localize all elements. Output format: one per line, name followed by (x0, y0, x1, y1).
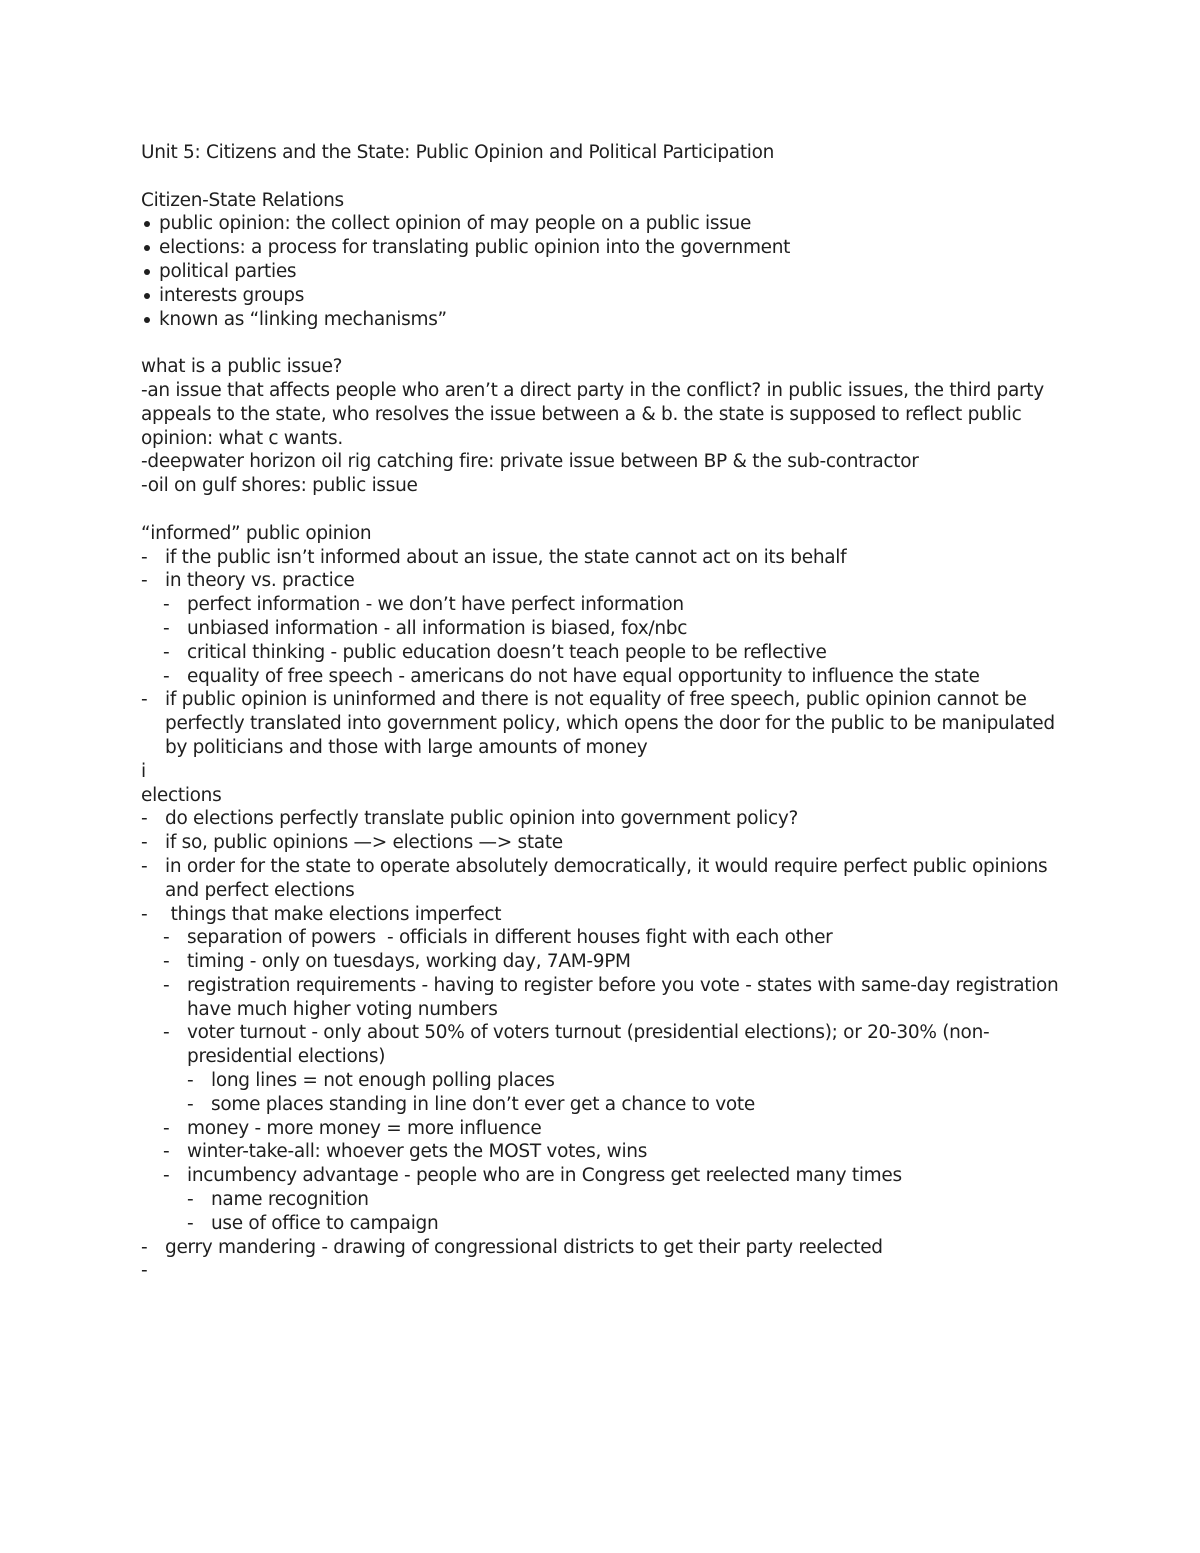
spacer (141, 331, 1071, 355)
list-item: - in order for the state to operate absolutely democratically, it would require perfect public opinions (141, 855, 1048, 877)
sub-list-item: - critical thinking - public education doesn’t teach people to be reflective (163, 641, 827, 663)
list-item: - gerry mandering - drawing of congressional districts to get their party reelected (141, 1236, 883, 1258)
dash-marker: - (141, 832, 148, 854)
bullet-item: interests groups (141, 284, 1071, 308)
dash-marker: - (141, 1236, 148, 1258)
dash-marker: - (163, 1117, 170, 1139)
spacer (141, 498, 1071, 522)
dash-marker: - (163, 951, 170, 973)
paragraph-line: -oil on gulf shores: public issue (141, 475, 418, 497)
bullet-icon (144, 269, 150, 275)
dash-marker: - (163, 594, 170, 616)
sub-list-item-continuation: have much higher voting numbers (187, 998, 498, 1020)
dash-marker: - (163, 1022, 170, 1044)
bullet-item: elections: a process for translating public opinion into the government (141, 236, 1071, 260)
sub-list-item: - unbiased information - all information is biased, fox/nbc (163, 617, 688, 639)
sub-list-item: - registration requirements - having to register before you vote - states with same-day registration (163, 974, 1059, 996)
dash-marker: - (163, 665, 170, 687)
list-item: - things that make elections imperfect (141, 903, 502, 925)
section-heading-informed-opinion: “informed” public opinion (141, 522, 372, 544)
dash-marker: - (187, 1070, 194, 1092)
dash-marker: - (163, 1165, 170, 1187)
dash-marker: - (163, 617, 170, 639)
dash-marker: - (141, 570, 148, 592)
section-heading-public-issue: what is a public issue? (141, 356, 343, 378)
bullet-icon (144, 293, 150, 299)
bullet-icon (144, 221, 150, 227)
dash-marker: - (187, 1189, 194, 1211)
paragraph-line: opinion: what c wants. (141, 427, 343, 449)
sub-sub-list-item: - long lines = not enough polling places (187, 1070, 555, 1092)
list-item-continuation: perfectly translated into government policy, which opens the door for the public to be manipulated (165, 713, 1055, 735)
sub-list-item: - winter-take-all: whoever gets the MOST votes, wins (163, 1141, 648, 1163)
sub-list-item: - perfect information - we don’t have perfect information (163, 594, 684, 616)
section-heading-citizen-state: Citizen-State Relations (141, 189, 344, 211)
sub-list-item: - separation of powers - officials in different houses fight with each other (163, 927, 833, 949)
dash-marker: - (163, 927, 170, 949)
sub-list-item: - money - more money = more influence (163, 1117, 542, 1139)
sub-list-item: - equality of free speech - americans do not have equal opportunity to influence the state (163, 665, 980, 687)
paragraph-line: -deepwater horizon oil rig catching fire: private issue between BP & the sub-contractor (141, 451, 919, 473)
dash-marker: - (141, 546, 148, 568)
bullet-item: public opinion: the collect opinion of may people on a public issue (141, 212, 1071, 236)
dash-marker: - (141, 808, 148, 830)
dash-marker: - (163, 974, 170, 996)
dash-marker: - (163, 1141, 170, 1163)
document-page (141, 141, 1071, 1282)
dash-marker: - (163, 641, 170, 663)
stray-character: i (141, 760, 146, 782)
spacer (141, 165, 1071, 189)
dash-marker: - (141, 1260, 148, 1282)
bullet-icon (144, 317, 150, 323)
paragraph-line: appeals to the state, who resolves the issue between a & b. the state is supposed to reflect public (141, 403, 1022, 425)
list-item: - in theory vs. practice (141, 570, 355, 592)
dash-marker: - (141, 903, 148, 925)
list-item-continuation: and perfect elections (165, 879, 355, 901)
dash-marker: - (141, 855, 148, 877)
section-heading-elections: elections (141, 784, 222, 806)
bullet-item: political parties (141, 260, 1071, 284)
dash-marker: - (187, 1212, 194, 1234)
dash-marker: - (141, 689, 148, 711)
list-item: - if public opinion is uninformed and there is not equality of free speech, public opinion cannot be (141, 689, 1027, 711)
document-title: Unit 5: Citizens and the State: Public Opinion and Political Participation (141, 142, 775, 163)
sub-list-item: - voter turnout - only about 50% of voters turnout (presidential elections); or 20-30% (non- (163, 1022, 990, 1044)
sub-sub-list-item: - some places standing in line don’t ever get a chance to vote (187, 1093, 755, 1115)
list-item: - do elections perfectly translate public opinion into government policy? (141, 808, 799, 830)
sub-list-item: - incumbency advantage - people who are in Congress get reelected many times (163, 1165, 902, 1187)
list-item: - if so, public opinions —> elections —> state (141, 832, 563, 854)
sub-sub-list-item: - name recognition (187, 1189, 369, 1211)
list-item-continuation: by politicians and those with large amounts of money (165, 736, 648, 758)
sub-list-item-continuation: presidential elections) (187, 1046, 386, 1068)
sub-list-item: - timing - only on tuesdays, working day, 7AM-9PM (163, 951, 631, 973)
bullet-item: known as “linking mechanisms” (141, 308, 1071, 332)
bullet-icon (144, 245, 150, 251)
paragraph-line: -an issue that affects people who aren’t a direct party in the conflict? in public issues, the third party (141, 379, 1044, 401)
list-item: - if the public isn’t informed about an issue, the state cannot act on its behalf (141, 546, 847, 568)
dash-marker: - (187, 1093, 194, 1115)
sub-sub-list-item: - use of office to campaign (187, 1212, 439, 1234)
